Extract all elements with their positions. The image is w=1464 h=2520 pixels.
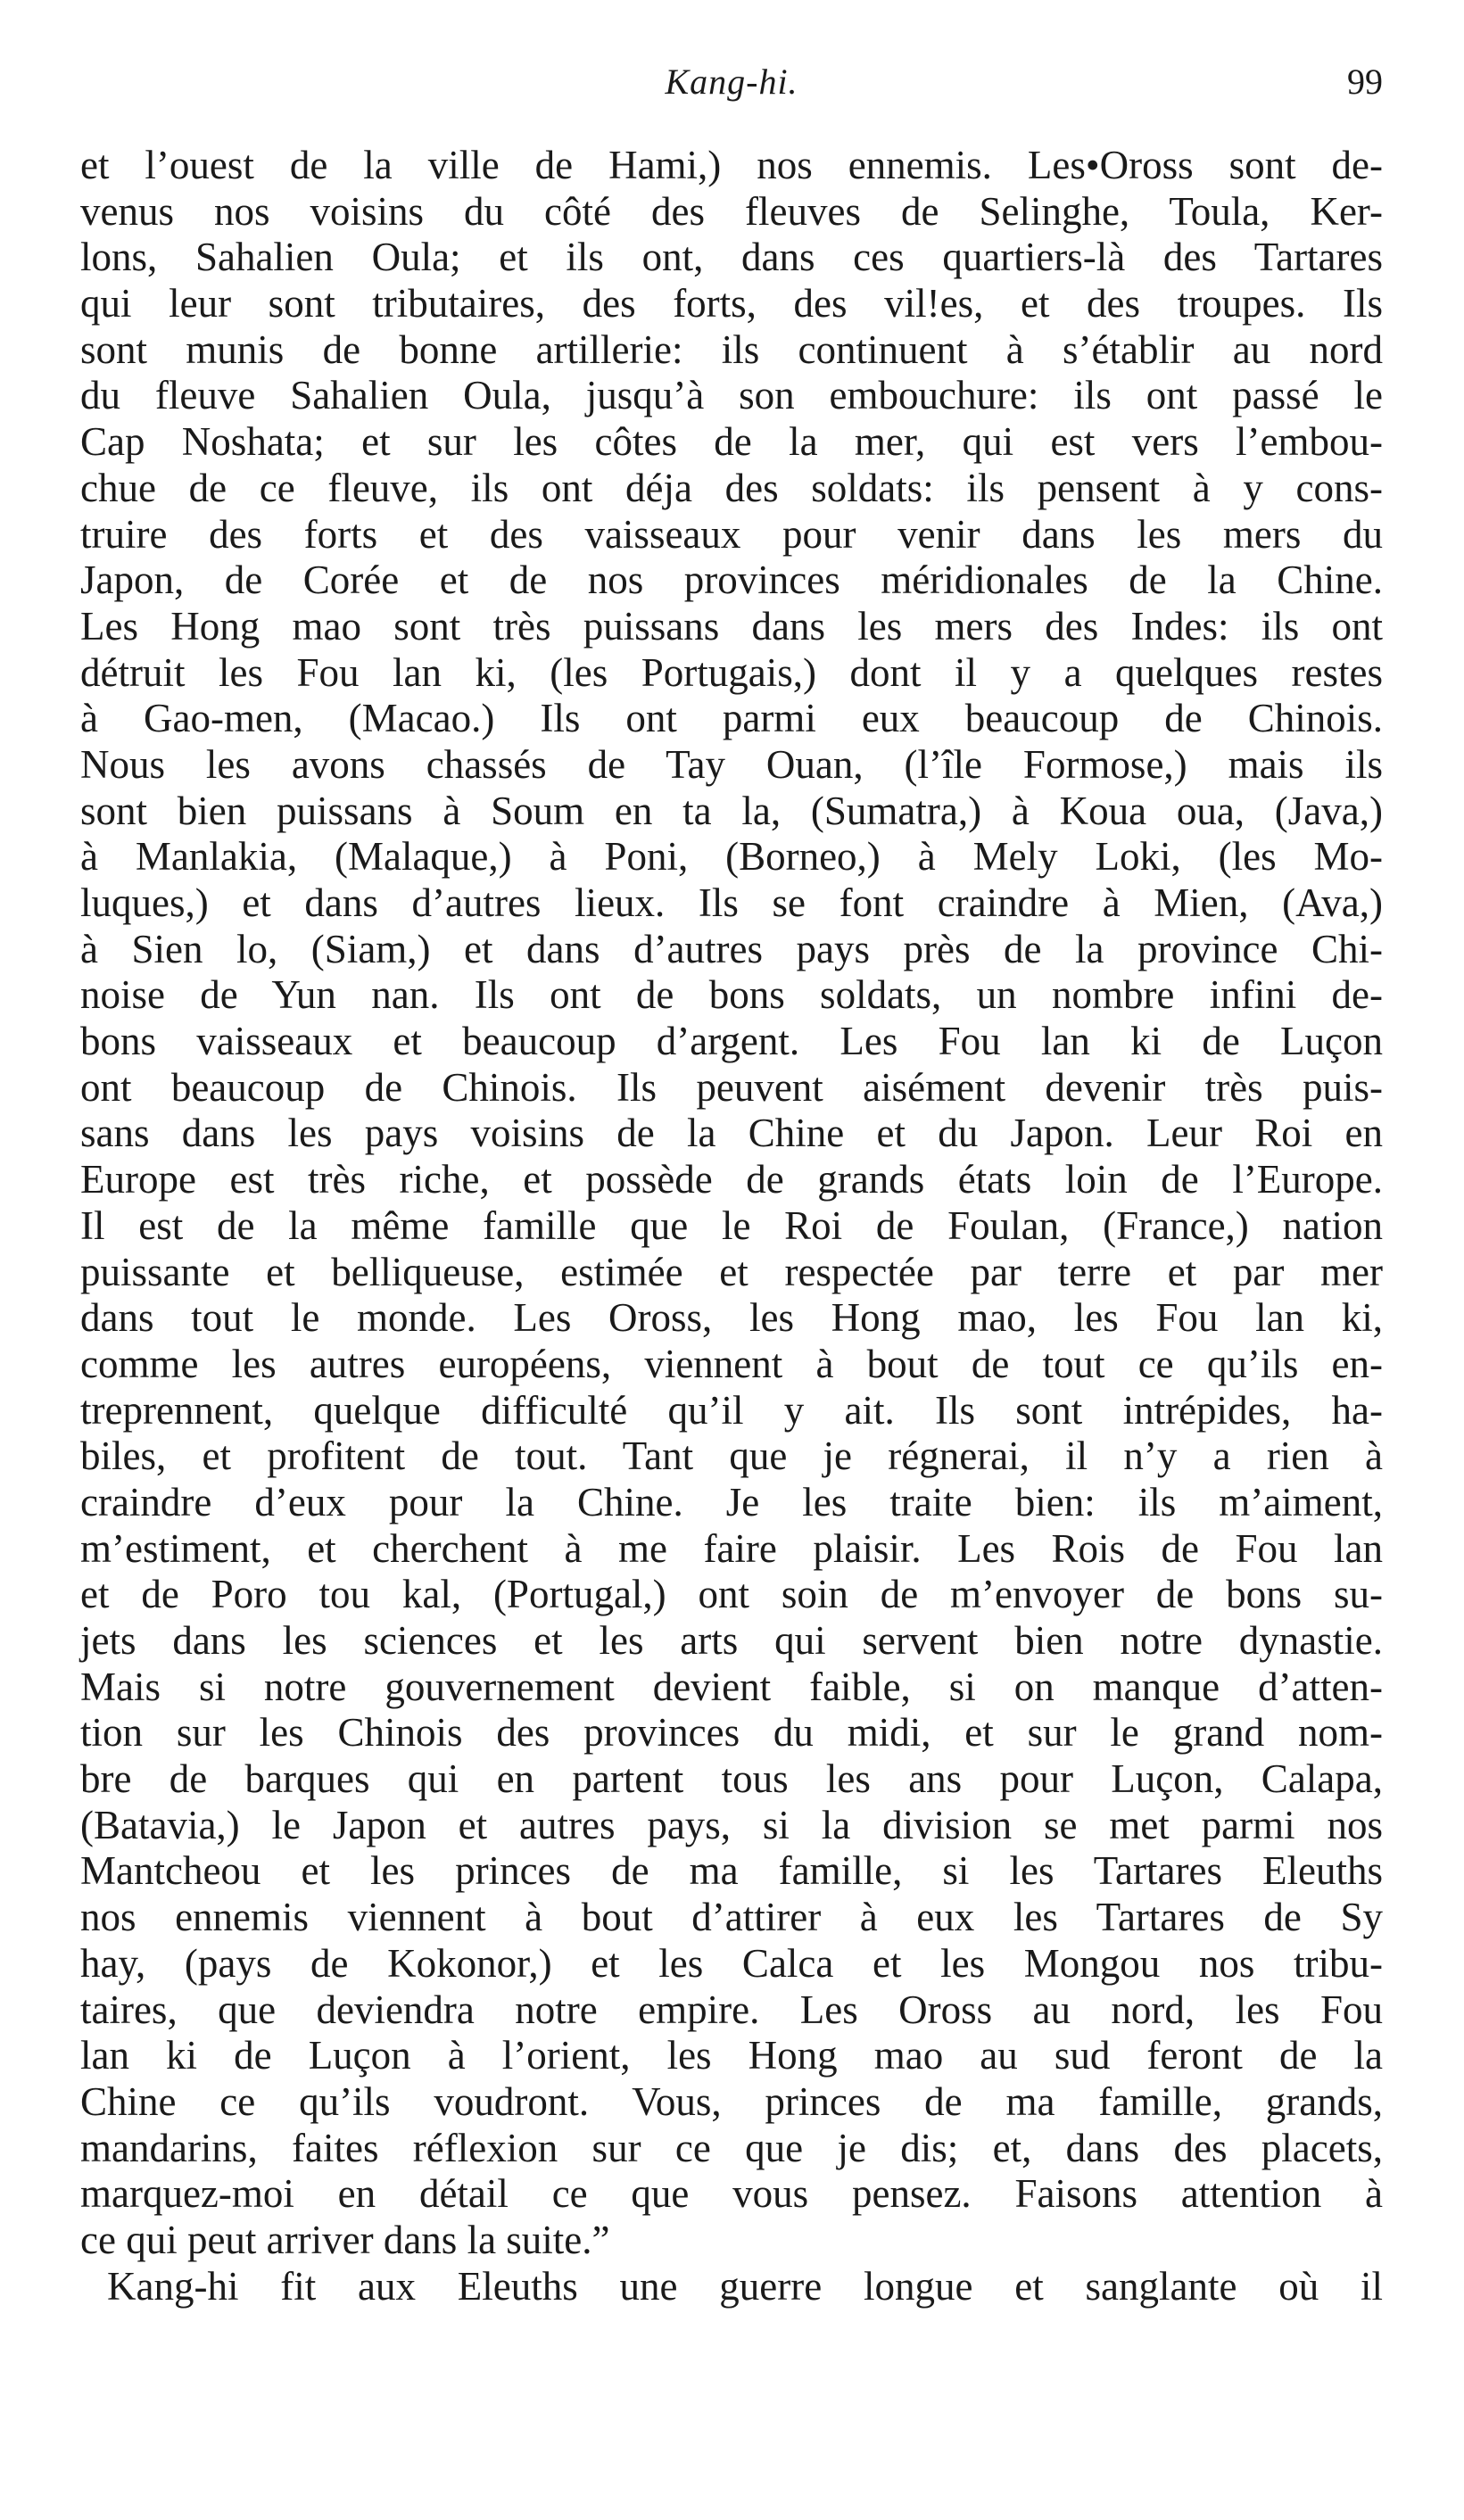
text-line: chue de ce fleuve, ils ont déja des soldats: ils pensent à y cons-	[80, 465, 1383, 510]
text-line: Il est de la même famille que le Roi de Foulan, (France,) nation	[80, 1202, 1383, 1248]
text-line: et de Poro tou kal, (Portugal,) ont soin de m’envoyer de bons su-	[80, 1572, 1383, 1617]
text-line: qui leur sont tributaires, des forts, des vil!es, et des troupes. Ils	[80, 281, 1383, 326]
text-line: bre de barques qui en partent tous les ans pour Luçon, Calapa,	[80, 1756, 1383, 1802]
text-line: du fleuve Sahalien Oula, jusqu’à son embouchure: ils ont passé le	[80, 373, 1383, 418]
text-line: ce qui peut arriver dans la suite.”	[80, 2217, 610, 2262]
text-line: sans dans les pays voisins de la Chine et du Japon. Leur Roi en	[80, 1111, 1383, 1156]
text-line: comme les autres européens, viennent à bout de tout ce qu’ils en-	[80, 1341, 1383, 1386]
text-line: noise de Yun nan. Ils ont de bons soldats, un nombre infini de-	[80, 972, 1383, 1018]
text-line: venus nos voisins du côté des fleuves de Selinghe, Toula, Ker-	[80, 188, 1383, 234]
text-line: marquez-moi en détail ce que vous pensez. Faisons attention à	[80, 2171, 1383, 2217]
text-line: dans tout le monde. Les Oross, les Hong mao, les Fou lan ki,	[80, 1295, 1383, 1341]
text-line: puissante et belliqueuse, estimée et respectée par terre et par mer	[80, 1249, 1383, 1294]
text-line: truire des forts et des vaisseaux pour venir dans les mers du	[80, 511, 1383, 557]
text-line: Les Hong mao sont très puissans dans les mers des Indes: ils ont	[80, 603, 1383, 649]
text-line: Chine ce qu’ils voudront. Vous, princes de ma famille, grands,	[80, 2078, 1383, 2124]
text-line: bons vaisseaux et beaucoup d’argent. Les Fou lan ki de Luçon	[80, 1019, 1383, 1064]
page-number: 99	[1347, 62, 1383, 102]
text-line: Mantcheou et les princes de ma famille, si les Tartares Eleuths	[80, 1848, 1383, 1894]
text-line: biles, et profitent de tout. Tant que je régnerai, il n’y a rien à	[80, 1434, 1383, 1479]
text-line: tion sur les Chinois des provinces du midi, et sur le grand nom-	[80, 1710, 1383, 1756]
text-line: lan ki de Luçon à l’orient, les Hong mao au sud feront de la	[80, 2033, 1383, 2078]
text-line: (Batavia,) le Japon et autres pays, si la division se met parmi nos	[80, 1802, 1383, 1847]
text-line: Europe est très riche, et possède de grands états loin de l’Europe.	[80, 1157, 1383, 1202]
text-line: Kang-hi fit aux Eleuths une guerre longue et sanglante où il	[107, 2263, 1383, 2309]
text-line: à Gao-men, (Macao.) Ils ont parmi eux beaucoup de Chinois.	[80, 696, 1383, 741]
text-line: Japon, de Corée et de nos provinces méridionales de la Chine.	[80, 558, 1383, 603]
text-line: ont beaucoup de Chinois. Ils peuvent aisément devenir très puis-	[80, 1064, 1383, 1110]
text-line: Cap Noshata; et sur les côtes de la mer, qui est vers l’embou-	[80, 419, 1383, 465]
text-line: lons, Sahalien Oula; et ils ont, dans ces quartiers-là des Tartares	[80, 235, 1383, 280]
text-line: luques,) et dans d’autres lieux. Ils se font craindre à Mien, (Ava,)	[80, 880, 1383, 925]
text-line: nos ennemis viennent à bout d’attirer à eux les Tartares de Sy	[80, 1895, 1383, 1940]
text-line: treprennent, quelque difficulté qu’il y ait. Ils sont intrépides, ha-	[80, 1387, 1383, 1433]
text-line: craindre d’eux pour la Chine. Je les traite bien: ils m’aiment,	[80, 1479, 1383, 1524]
text-line: jets dans les sciences et les arts qui servent bien notre dynastie.	[80, 1618, 1383, 1663]
text-line: m’estiment, et cherchent à me faire plaisir. Les Rois de Fou lan	[80, 1525, 1383, 1571]
text-line: hay, (pays de Kokonor,) et les Calca et les Mongou nos tribu-	[80, 1940, 1383, 1986]
body-text	[80, 143, 1383, 2309]
text-line: Mais si notre gouvernement devient faible, si on manque d’atten-	[80, 1664, 1383, 1709]
text-line: taires, que deviendra notre empire. Les Oross au nord, les Fou	[80, 1987, 1383, 2032]
text-line: à Sien lo, (Siam,) et dans d’autres pays près de la province Chi-	[80, 926, 1383, 971]
text-line: sont bien puissans à Soum en ta la, (Sumatra,) à Koua oua, (Java,)	[80, 788, 1383, 833]
text-line: mandarins, faites réflexion sur ce que je dis; et, dans des placets,	[80, 2125, 1383, 2170]
text-line: sont munis de bonne artillerie: ils continuent à s’établir au nord	[80, 326, 1383, 372]
text-line: Nous les avons chassés de Tay Ouan, (l’île Formose,) mais ils	[80, 741, 1383, 787]
text-line: à Manlakia, (Malaque,) à Poni, (Borneo,) à Mely Loki, (les Mo-	[80, 834, 1383, 880]
running-title: Kang-hi.	[665, 62, 798, 102]
text-line: et l’ouest de la ville de Hami,) nos ennemis. Les•Oross sont de-	[80, 143, 1383, 187]
running-head	[80, 55, 1383, 109]
text-line: détruit les Fou lan ki, (les Portugais,) dont il y a quelques restes	[80, 649, 1383, 695]
